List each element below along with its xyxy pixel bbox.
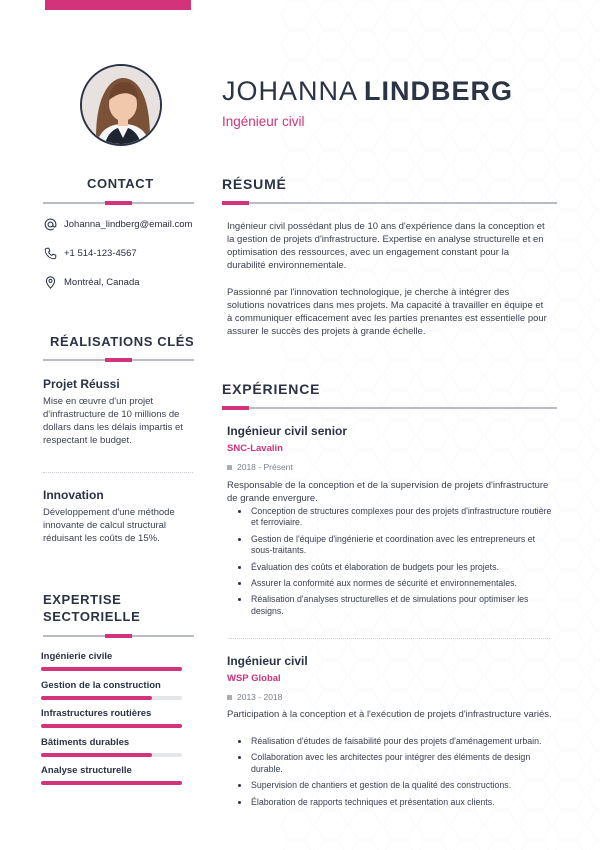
job-separator xyxy=(229,638,550,639)
summary-accent xyxy=(222,201,249,205)
experience-accent xyxy=(222,406,249,410)
experience-heading: EXPÉRIENCE xyxy=(222,381,321,397)
achievement-text: Développement d'une méthode innovante de calcul structural réduisant les coûts de 15%. xyxy=(43,507,175,544)
job-dates xyxy=(227,462,293,472)
achievements-heading: RÉALISATIONS CLÉS xyxy=(50,334,195,349)
duty-item: Supervision de chantiers et gestion de la qualité des constructions. xyxy=(227,780,552,791)
skill-label: Gestion de la construction xyxy=(41,679,161,691)
summary-paragraph: Passionné par l'innovation technologique, je cherche à intégrer des solutions novatrices dans mes projets. Ma capacité à travailler en équipe et à communiquer efficacement avec les parties prenantes est essentielle pour assurer le succès des projets à grande échelle. xyxy=(227,287,547,337)
summary-heading: RÉSUMÉ xyxy=(222,176,287,192)
at-sign-icon xyxy=(44,218,57,231)
contact-email[interactable]: Johanna_lindberg@email.com xyxy=(64,219,193,230)
job-duties xyxy=(227,736,552,813)
contact-phone-row[interactable] xyxy=(44,247,137,260)
achievement-title: Innovation xyxy=(43,488,104,502)
skill-bar-fill xyxy=(41,696,152,700)
skill-label: Ingénierie civile xyxy=(41,651,113,662)
duty-item: Réalisation d'études de faisabilité pour des projets d'aménagement urbain. xyxy=(227,736,552,747)
skill-bar-track xyxy=(41,667,182,671)
expertise-accent xyxy=(105,634,132,638)
duty-item: Élaboration de rapports techniques et présentation aux clients. xyxy=(227,797,552,808)
job-description: Participation à la conception et à l'exécution de projets d'infrastructure variés. xyxy=(227,709,552,720)
duty-item: Évaluation des coûts et élaboration de budgets pour les projets. xyxy=(227,562,552,573)
job-duties xyxy=(227,506,552,622)
contact-heading: CONTACT xyxy=(87,176,154,191)
job-dates xyxy=(227,692,282,702)
contact-accent xyxy=(105,201,132,205)
job-description: Responsable de la conception et de la supervision de projets d'infrastructure de grande envergure. xyxy=(227,480,549,504)
skill-label: Analyse structurelle xyxy=(41,765,132,776)
profile-photo xyxy=(80,64,162,146)
first-name: JOHANNA xyxy=(222,76,359,106)
summary-paragraph: Ingénieur civil possédant plus de 10 ans d'expérience dans la conception et la gestion de projets d'infrastructure. Expertise en analyse structurelle et en optimisation des ressources, avec un engagement constant pour la durabilité environnementale. xyxy=(227,221,545,271)
job-dates-text: 2018 - Présent xyxy=(237,462,293,472)
job-role: Ingénieur civil xyxy=(227,654,308,668)
job-company: SNC-Lavalin xyxy=(227,443,283,454)
skill-bar-fill xyxy=(41,753,152,757)
summary-divider xyxy=(222,202,557,204)
calendar-marker-icon xyxy=(227,465,232,470)
calendar-marker-icon xyxy=(227,695,232,700)
skill-bar-track xyxy=(41,696,182,700)
expertise-heading xyxy=(43,591,140,625)
duty-item: Collaboration avec les architectes pour intégrer des éléments de design durable. xyxy=(227,752,552,775)
experience-divider xyxy=(222,407,557,409)
expertise-heading-line2: SECTORIELLE xyxy=(43,609,141,624)
duty-item: Gestion de l'équipe d'ingénierie et coordination avec les entrepreneurs et sous-traitants. xyxy=(227,534,552,557)
contact-location: Montréal, Canada xyxy=(64,277,140,288)
candidate-name xyxy=(222,76,513,107)
achievements-accent xyxy=(105,358,132,362)
skill-bar-track xyxy=(41,781,182,785)
job-dates-text: 2013 - 2018 xyxy=(237,692,283,702)
skill-bar-fill xyxy=(41,667,182,671)
skill-bar-fill xyxy=(41,781,182,785)
skill-label: Bâtiments durables xyxy=(41,736,130,748)
job-title: Ingénieur civil xyxy=(222,114,305,129)
duty-item: Conception de structures complexes pour des projets d'infrastructure routière et ferroviaire. xyxy=(227,506,552,529)
job-company: WSP Global xyxy=(227,673,281,684)
contact-phone[interactable]: +1 514-123-4567 xyxy=(64,248,137,259)
top-accent-bar xyxy=(45,0,191,10)
skill-bar-track xyxy=(41,753,182,757)
job-role: Ingénieur civil senior xyxy=(227,424,348,438)
last-name: LINDBERG xyxy=(364,76,514,106)
achievement-title: Projet Réussi xyxy=(43,377,120,391)
duty-item: Réalisation d'analyses structurelles et de simulations pour optimiser les designs. xyxy=(227,594,552,617)
map-pin-icon xyxy=(44,276,57,289)
phone-icon xyxy=(44,247,57,260)
contact-email-row[interactable] xyxy=(44,218,192,231)
skill-bar-fill xyxy=(41,724,182,728)
contact-location-row xyxy=(44,276,140,289)
skill-label: Infrastructures routières xyxy=(41,708,152,719)
duty-item: Assurer la conformité aux normes de sécurité et environnementales. xyxy=(227,578,552,589)
skill-bar-track xyxy=(41,724,182,728)
achievement-separator xyxy=(43,472,193,473)
expertise-heading-line1: EXPERTISE xyxy=(43,592,122,607)
achievement-text: Mise en œuvre d'un projet d'infrastructure de 10 millions de dollars dans les délais impartis et respectant le budget. xyxy=(43,396,183,446)
